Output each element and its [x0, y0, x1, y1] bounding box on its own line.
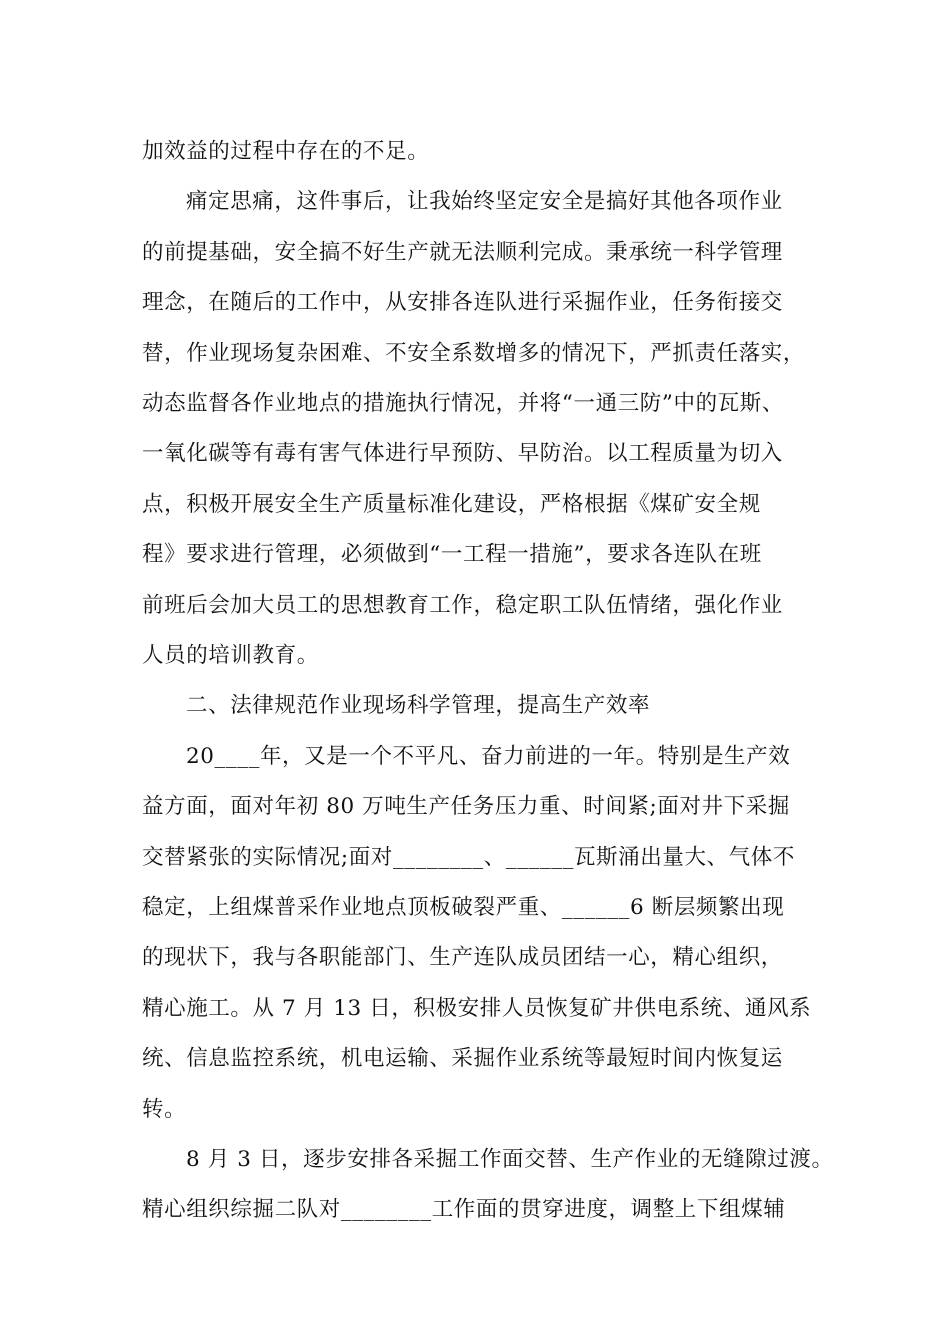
text-line: 理念，在随后的工作中，从安排各连队进行采掘作业，任务衔接交: [142, 290, 783, 315]
text-line: 前班后会加大员工的思想教育工作，稳定职工队伍情绪，强化作业: [142, 593, 783, 618]
text-line: 动态监督各作业地点的措施执行情况，并将“一通三防”中的瓦斯、: [142, 391, 784, 416]
text-line: 精心施工。从 7 月 13 日，积极安排人员恢复矿井供电系统、通风系: [142, 996, 812, 1021]
text-line: 替，作业现场复杂困难、不安全系数增多的情况下，严抓责任落实，: [142, 341, 806, 366]
text-line: 益方面，面对年初 80 万吨生产任务压力重、时间紧;面对井下采掘: [142, 794, 790, 819]
paragraph-first-line: 痛定思痛，这件事后，让我始终坚定安全是搞好其他各项作业: [186, 189, 783, 214]
text-line: 点，积极开展安全生产质量标准化建设，严格根据《煤矿安全规: [142, 492, 761, 517]
text-line: 的现状下，我与各职能部门、生产连队成员团结一心，精心组织，: [142, 945, 783, 970]
text-line: 精心组织综掘二队对________工作面的贯穿进度，调整上下组煤辅: [142, 1197, 786, 1222]
text-line: 交替紧张的实际情况;面对________、______瓦斯涌出量大、气体不: [142, 845, 795, 870]
text-line: 一氧化碳等有毒有害气体进行早预防、早防治。以工程质量为切入: [142, 441, 783, 466]
paragraph-first-line: 20____年，又是一个不平凡、奋力前进的一年。特别是生产效: [186, 744, 791, 769]
text-line: 转。: [142, 1097, 187, 1122]
section-heading: 二、法律规范作业现场科学管理，提高生产效率: [186, 693, 651, 718]
text-line: 程》要求进行管理，必须做到“一工程一措施”，要求各连队在班: [142, 542, 762, 567]
text-line: 统、信息监控系统，机电运输、采掘作业系统等最短时间内恢复运: [142, 1046, 783, 1071]
text-line: 人员的培训教育。: [142, 643, 319, 668]
text-line: 加效益的过程中存在的不足。: [142, 139, 430, 164]
paragraph-first-line: 8 月 3 日，逐步安排各采掘工作面交替、生产作业的无缝隙过渡。: [186, 1147, 834, 1172]
text-line: 的前提基础，安全搞不好生产就无法顺利完成。秉承统一科学管理: [142, 240, 783, 265]
text-line: 稳定，上组煤普采作业地点顶板破裂严重、______6 断层频繁出现: [142, 895, 785, 920]
